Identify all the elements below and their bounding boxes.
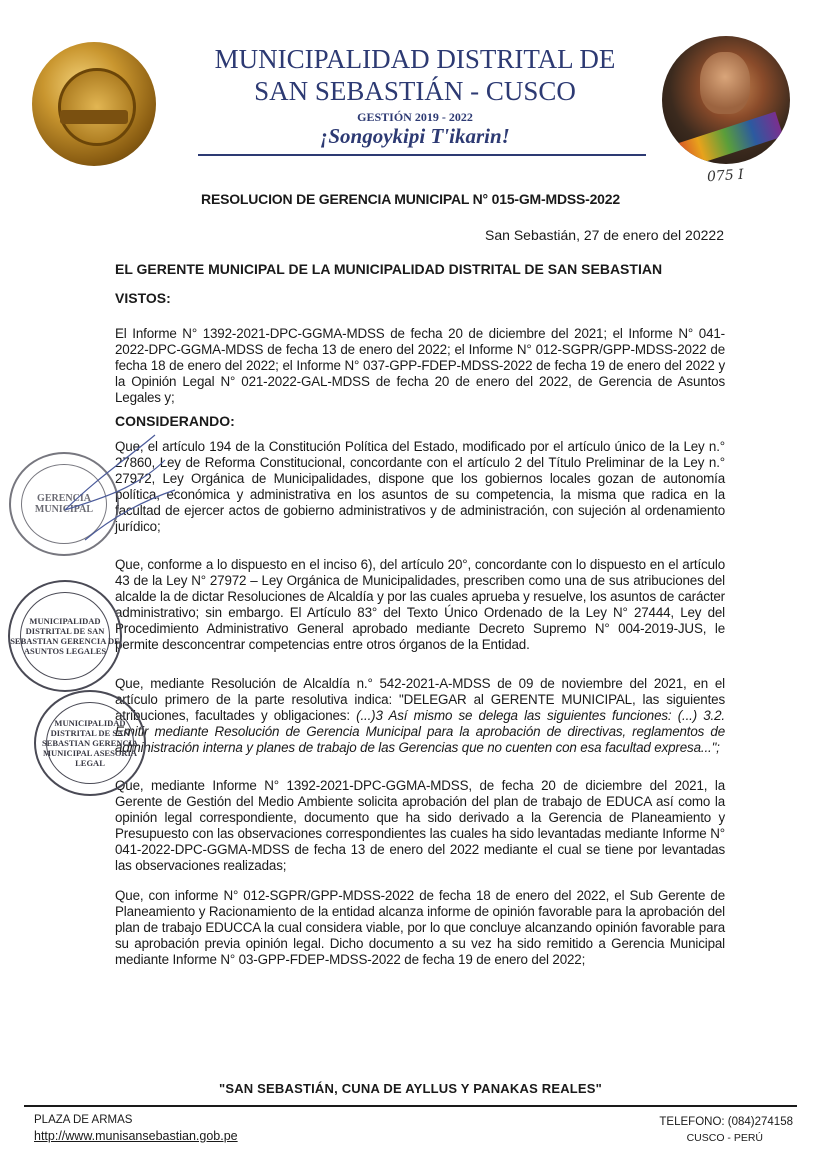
footer-website-link[interactable]: http://www.munisansebastian.gob.pe <box>34 1129 238 1143</box>
considerando-paragraph-1: Que, el artículo 194 de la Constitución Política del Estado, modificado por el artículo único de la Ley n.° 27860, Ley de Reforma Constitucional, concordante con el artículo 2 del Título Preliminar de la Ley n.° 27972, Ley Orgánica de Municipalidades, dispone que los gobiernos locales gozan de autonomía política, económica y administrativa en los asuntos de su competencia, la misma que radica en la facultad de ejercer actos de gobierno administrativos y de administración, con sujeción al ordenamiento jurídico; <box>115 439 725 534</box>
header-gestion: GESTIÓN 2019 - 2022 <box>357 110 473 124</box>
considerando-paragraph-2: Que, conforme a lo dispuesto en el inciso 6), del artículo 20°, concordante con lo dispuesto en el artículo 43 de la Ley N° 27972 – Ley Orgánica de Municipalidades, prescriben como una de sus atribuciones del alcalde la de dictar Resoluciones de Alcaldía y por las cuales aprueba y resuelve, los asuntos de carácter administrativo; sin embargo. El Artículo 83° del Texto Único Ordenado de la Ley N° 27444, Ley del Procedimiento Administrativo General aprobado mediante Decreto Supremo N° 004-2019-JUS, le permite desconcentrar competencias entre otros órganos de la Entidad. <box>115 557 725 652</box>
emblem-band <box>60 110 128 124</box>
considerando-3-quote: (...)3 Así mismo se delega las siguientes funciones: (...) 3.2. Emitir mediante Resolución de Gerencia Municipal para la aprobación de directivas, reglamentos de administración interna y planes de trabajo de las Gerencias que no cuenten con esa facultad expresa..."; <box>115 708 725 755</box>
sun-face-emblem <box>58 68 136 146</box>
portrait-figure <box>700 52 750 114</box>
footer-motto: "SAN SEBASTIÁN, CUNA DE AYLLUS Y PANAKAS REALES" <box>218 1081 603 1096</box>
vistos-paragraph: El Informe N° 1392-2021-DPC-GGMA-MDSS de fecha 20 de diciembre del 2021; el Informe N° 041-2022-DPC-GGMA-MDSS de fecha 13 de enero del 2022; el Informe N° 012-SGPR/GPP-MDSS-2022 de fecha 18 de enero del 2022; el Informe N° 037-GPP-FDEP-MDSS-2022 de fecha 19 de enero del 2022 y la Opinión Legal N° 021-2022-GAL-MDSS de fecha 20 de enero del 2022, de Gerencia de Asuntos Legales y; <box>115 326 725 405</box>
footer-city: CUSCO - PERÚ <box>686 1132 763 1144</box>
header-divider <box>198 154 646 156</box>
considerando-3-text: Que, mediante Resolución de Alcaldía n.° 542-2021-A-MDSS de 09 de noviembre del 2021, en el artículo primero de la parte resolutiva indica: "DELEGAR al GERENTE MUNICIPAL, las siguientes atribuciones, facultades y obligaciones: <box>115 676 725 723</box>
stamp-text: GERENCIA MUNICIPAL <box>34 493 94 515</box>
stamp-text: MUNICIPALIDAD DISTRITAL DE SAN SEBASTIAN GERENCIA MUNICIPAL ASESORIA LEGAL <box>41 718 139 768</box>
portrait-emblem <box>662 36 790 164</box>
header-line2: SAN SEBASTIÁN - CUSCO <box>254 76 576 106</box>
footer-divider <box>24 1105 797 1107</box>
stamp-asesoria-legal <box>34 690 146 796</box>
portrait-stripe <box>671 112 784 164</box>
considerando-paragraph-3 <box>115 676 725 756</box>
considerando-heading: CONSIDERANDO: <box>115 413 235 429</box>
signature-scribble <box>55 420 185 560</box>
stamp-asuntos-legales <box>8 580 122 692</box>
footer-phone: TELEFONO: (084)274158 <box>659 1116 793 1128</box>
considerando-paragraph-5: Que, con informe N° 012-SGPR/GPP-MDSS-2022 de fecha 18 de enero del 2022, el Sub Gerente de Planeamiento y Racionamiento de la entidad alcanza informe de opinión favorable para la aprobación del plan de trabajo EDUCCA la cual considera viable, por lo que concluye alcanzando opinión favorable para su aprobación previa opinión legal. Dicho documento a su vez ha sido remitido a Gerencia Municipal mediante Informe N° 03-GPP-FDEP-MDSS-2022 de fecha 19 de enero del 2022; <box>115 888 725 967</box>
resolution-date: San Sebastián, 27 de enero del 20222 <box>485 227 724 243</box>
header-line1: MUNICIPALIDAD DISTRITAL DE <box>214 44 616 74</box>
municipal-sun-logo <box>32 42 156 166</box>
considerando-paragraph-4: Que, mediante Informe N° 1392-2021-DPC-GGMA-MDSS, de fecha 20 de diciembre del 2021, la Gerente de Gestión del Medio Ambiente solicita aprobación del plan de trabajo de EDUCA así como la opinión legal correspondiente, documento que ha sido derivado a la Gerencia de Planeamiento y Presupuesto con las observaciones correspondientes las cuales ha sido levantadas mediante Informe N° 041-2022-DPC-GGMA-MDSS de fecha 13 de enero del 2022 mediante el cual se tiene por levantadas las observaciones realizadas; <box>115 778 725 873</box>
resolution-title: RESOLUCION DE GERENCIA MUNICIPAL N° 015-GM-MDSS-2022 <box>201 191 620 207</box>
stamp-text: MUNICIPALIDAD DISTRITAL DE SAN SEBASTIAN GERENCIA DE ASUNTOS LEGALES <box>10 616 120 656</box>
vistos-heading: VISTOS: <box>115 290 171 306</box>
header-slogan: ¡Songoykipi T'ikarin! <box>320 124 510 148</box>
issuer-heading: EL GERENTE MUNICIPAL DE LA MUNICIPALIDAD DISTRITAL DE SAN SEBASTIAN <box>115 261 663 277</box>
footer-address: PLAZA DE ARMAS <box>34 1114 133 1126</box>
handwritten-number: 075 I <box>706 166 745 186</box>
